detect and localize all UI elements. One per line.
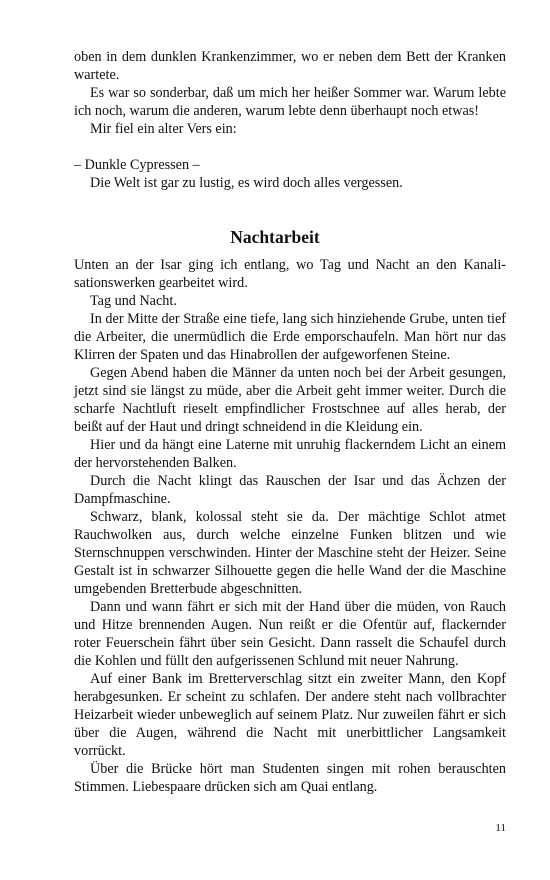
paragraph: Über die Brücke hört man Studenten singen mit rohen berauschten Stimmen. Liebespaare drücken sich am Quai entlang.: [74, 761, 506, 795]
paragraph: Mir fiel ein alter Vers ein:: [90, 121, 237, 137]
paragraph: Hier und da hängt eine Laterne mit unruhig flackerndem Licht an einem der hervorstehenden Balken.: [74, 437, 506, 471]
paragraph: Durch die Nacht klingt das Rauschen der Isar und das Ächzen der Dampfmaschine.: [74, 473, 506, 507]
chapter-text-block: [74, 256, 506, 796]
paragraph: oben in dem dunklen Krankenzimmer, wo er neben dem Bett der Kranken wartete.: [74, 49, 506, 83]
paragraph: Gegen Abend haben die Männer da unten noch bei der Arbeit gesungen, jetzt sind sie längst zu müde, aber die Arbeit geht immer weiter. Durch die scharfe Nachtluft rieselt empfindlicher Frostschnee auf alles herab, der beißt auf der Haut und dringt schneidend in die Kleidung ein.: [74, 365, 506, 435]
page-number: 11: [495, 822, 506, 834]
paragraph: Unten an der Isar ging ich entlang, wo Tag und Nacht an den Kanalisationswerken gearbeitet wird.: [74, 257, 506, 291]
paragraph: Es war so sonderbar, daß um mich her heißer Sommer war. Warum lebte ich noch, warum die anderen, warum lebte denn überhaupt noch etwas!: [74, 85, 506, 119]
verse-line: – Dunkle Cypressen –: [74, 157, 200, 173]
paragraph: Schwarz, blank, kolossal steht sie da. Der mächtige Schlot atmet Rauchwolken aus, durch welche einzelne Funken blitzen und wie Sternschnuppen verschwinden. Hinter der Maschine steht der Heizer. Seine Gestalt ist in schwarzer Silhouette gegen die helle Wand der die Maschine umgebenden Bretterbude abgeschnitten.: [74, 509, 506, 597]
paragraph: Auf einer Bank im Bretterverschlag sitzt ein zweiter Mann, den Kopf herabgesunken. Er scheint zu schlafen. Der andere steht nach vollbrachter Heizarbeit wieder unbeweglich auf seinem Platz. Nur zuweilen fährt er sich über die Augen, während die Nacht mit unerbittlicher Langsamkeit vorrückt.: [74, 671, 506, 759]
top-text-block: [74, 48, 506, 192]
paragraph: In der Mitte der Straße eine tiefe, lang sich hinziehende Grube, unten tief die Arbeiter, die unermüdlich die Erde emporschaufeln. Man hört nur das Klirren der Spaten und das Hinabrollen der aufgeworfenen Steine.: [74, 311, 506, 363]
paragraph: Tag und Nacht.: [90, 293, 177, 309]
paragraph: Dann und wann fährt er sich mit der Hand über die müden, von Rauch und Hitze brennenden Augen. Nun reißt er die Ofentür auf, flackernder roter Feuerschein fährt über sein Gesicht. Dann rasselt die Schaufel durch die Kohlen und füllt den aufgerissenen Schlund mit neuer Nahrung.: [74, 599, 506, 669]
verse-line: Die Welt ist gar zu lustig, es wird doch alles vergessen.: [90, 175, 403, 191]
blank-line: [74, 138, 506, 156]
chapter-title: Nachtarbeit: [230, 227, 320, 247]
